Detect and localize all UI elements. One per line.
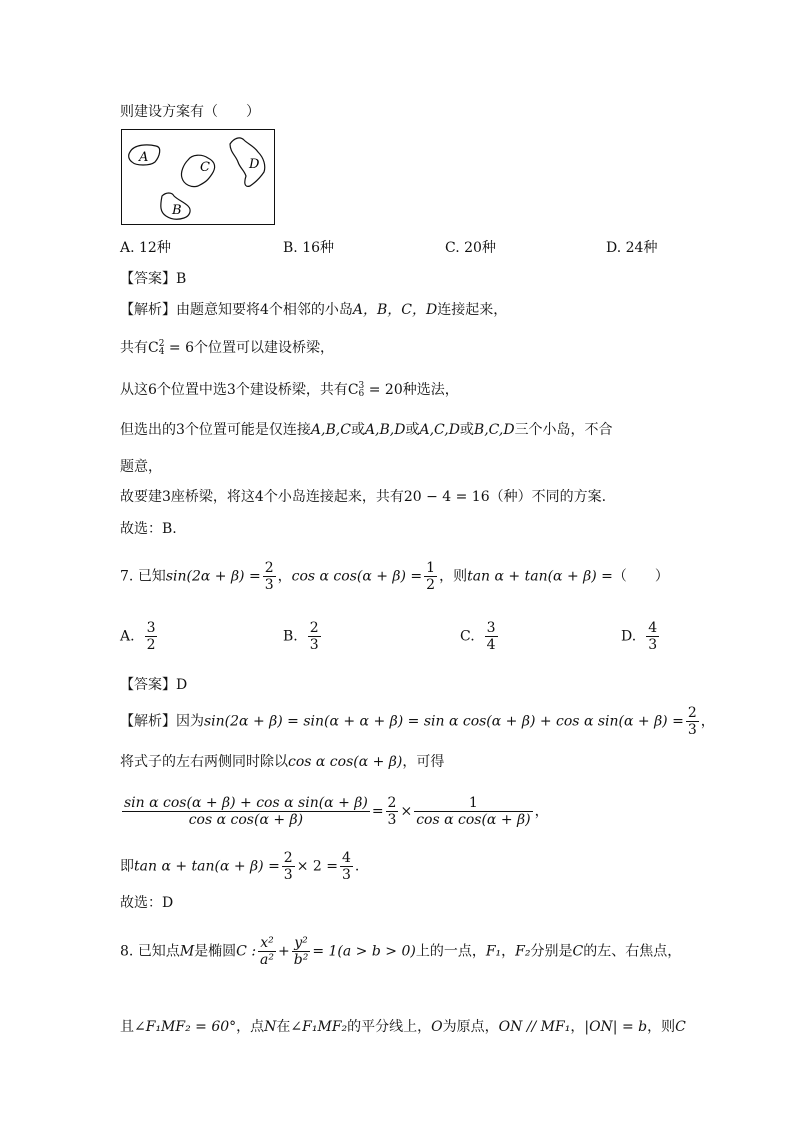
q6-analysis-line-6: 故要建3座桥梁，将这4个小岛连接起来，共有20 − 4 = 16（种）不同的方案. (120, 489, 607, 505)
q7-analysis-line-3: $\frac{\text{sin α cos(α + β) + cos α sin(α + β)}}{\text{cos α cos(α + β)}}$ = $\frac{2}{3}$ × $\frac{1}{\text{cos α cos(α + β)}}$ ， (124, 795, 549, 829)
q6-analysis-line-2: 共有C 2 4 = 6个位置可以建设桥梁， (120, 339, 334, 358)
q7-option-b[interactable]: B. $\frac{2}{3}$ (283, 620, 319, 654)
q7-analysis-line-4: 即tan α + tan(α + β) = $\frac{2}{3}$ × 2 = $\frac{4}{3}$ . (120, 850, 360, 884)
q6-stem-tail: 则建设方案有（ ） (120, 104, 260, 120)
island-d-shape (230, 138, 265, 186)
q6-analysis-line-1: 【解析】由题意知要将4个相邻的小岛A，B，C，D连接起来， (120, 302, 508, 318)
q8-stem-line-1: 8. 已知点M是椭圆C : $\frac{\text{x²}}{\text{a²}}$ + $\frac{\text{y²}}{\text{b²}}$ = 1(a > b > 0)上的一点，F₁，F₂分别是C的左、右焦点， (120, 935, 682, 969)
q7-frac-1: $\frac{2}{3}$ (264, 560, 274, 594)
q6-option-c[interactable]: C. 20种 (445, 240, 496, 256)
island-c-label: C (200, 160, 210, 175)
q7-frac-2: $\frac{1}{2}$ (426, 560, 436, 594)
q6-analysis-line-3: 从这6个位置中选3个建设桥梁，共有C 3 6 = 20种选法， (120, 381, 459, 400)
q7-option-d[interactable]: D. $\frac{4}{3}$ (621, 620, 658, 654)
q7-analysis-line-2: 将式子的左右两侧同时除以cos α cos(α + β)，可得 (120, 754, 445, 770)
island-b-label: B (172, 203, 182, 218)
q7-option-c[interactable]: C. $\frac{3}{4}$ (460, 620, 496, 654)
island-d-label: D (249, 157, 260, 172)
q7-choose: 故选：D (120, 895, 174, 911)
q6-option-d[interactable]: D. 24种 (606, 240, 658, 256)
island-a-label: A (139, 150, 149, 165)
q6-analysis-line-4: 但选出的3个位置可能是仅连接A,B,C或A,B,D或A,C,D或B,C,D三个小岛，不合 (120, 422, 613, 438)
q7-analysis-line-1: 【解析】因为sin(2α + β) = sin(α + α + β) = sin α cos(α + β) + cos α sin(α + β) = $\frac{2}{3}$ ， (120, 705, 715, 739)
q7-answer: 【答案】D (120, 677, 188, 693)
q6-option-a[interactable]: A. 12种 (120, 240, 171, 256)
q6-analysis-line-5: 题意， (120, 459, 162, 475)
q6-answer: 【答案】B (120, 271, 187, 287)
q7-stem: 7. 已知sin(2α + β) = $\frac{2}{3}$ ，cos α cos(α + β) = $\frac{1}{2}$ ，则tan α + tan(α + β) =（ ） (120, 560, 669, 594)
q8-stem-line-2: 且∠F₁MF₂ = 60°，点N在∠F₁MF₂的平分线上，O为原点，ON // MF₁，|ON| = b，则C (120, 1019, 686, 1035)
islands-diagram (122, 130, 276, 226)
q7-option-a[interactable]: A. $\frac{3}{2}$ (120, 620, 156, 654)
q6-choose: 故选：B. (120, 521, 177, 537)
q6-option-b[interactable]: B. 16种 (283, 240, 335, 256)
islands-figure (121, 129, 275, 225)
